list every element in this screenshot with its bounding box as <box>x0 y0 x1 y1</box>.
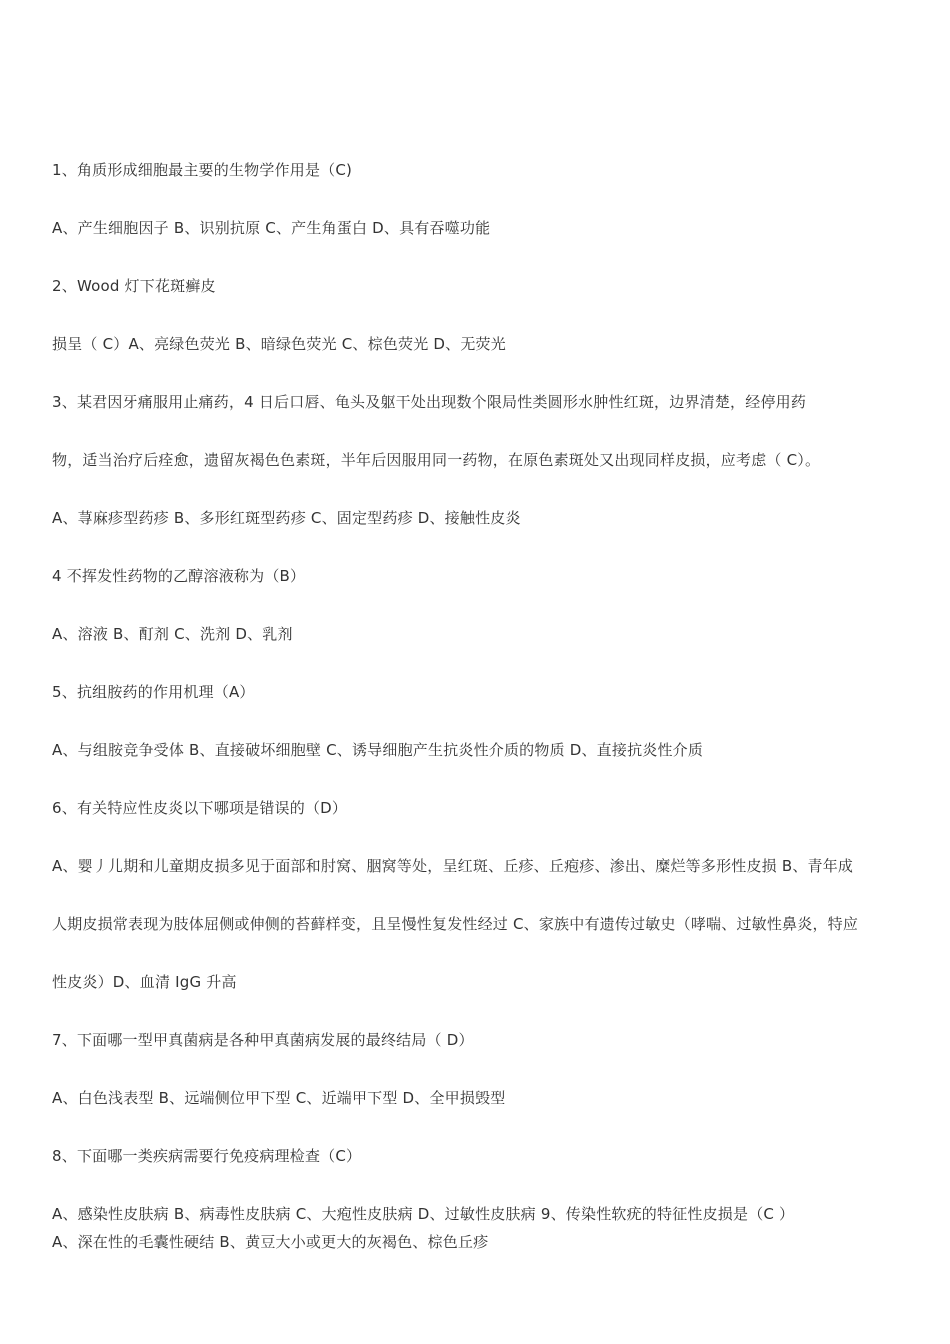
question-9-options: A、深在性的毛囊性硬结 B、黄豆大小或更大的灰褐色、棕色丘疹 <box>52 1233 489 1251</box>
question-3-line-2: 物，适当治疗后痊愈，遗留灰褐色色素斑，半年后因服用同一药物，在原色素斑处又出现同样皮损，应考虑（ C）。 <box>52 451 821 469</box>
question-8: 8、下面哪一类疾病需要行免疫病理检查（C） <box>52 1147 362 1165</box>
question-4: 4 不挥发性药物的乙醇溶液称为（B） <box>52 567 306 585</box>
question-1-options: A、产生细胞因子 B、识别抗原 C、产生角蛋白 D、具有吞噬功能 <box>52 219 491 237</box>
question-6-options-line-1: A、婴丿儿期和儿童期皮损多见于面部和肘窝、胭窝等处，呈红斑、丘疹、丘疱疹、渗出、糜烂等多形性皮损 B、青年成 <box>52 857 854 875</box>
question-6-options-line-3: 性皮炎）D、血清 IgG 升高 <box>52 973 237 991</box>
question-4-options: A、溶液 B、酊剂 C、洗剂 D、乳剂 <box>52 625 293 643</box>
question-5-options: A、与组胺竞争受体 B、直接破坏细胞壁 C、诱导细胞产生抗炎性介质的物质 D、直接抗炎性介质 <box>52 741 704 759</box>
question-5: 5、抗组胺药的作用机理（A） <box>52 683 255 701</box>
question-6: 6、有关特应性皮炎以下哪项是错误的（D） <box>52 799 348 817</box>
question-3-options: A、荨麻疹型药疹 B、多形红斑型药疹 C、固定型药疹 D、接触性皮炎 <box>52 509 521 527</box>
question-2: 2、Wood 灯下花斑癣皮 <box>52 277 216 295</box>
question-7-options: A、白色浅表型 B、远端侧位甲下型 C、近端甲下型 D、全甲损毁型 <box>52 1089 506 1107</box>
question-1: 1、角质形成细胞最主要的生物学作用是（C) <box>52 161 353 179</box>
question-7: 7、下面哪一型甲真菌病是各种甲真菌病发展的最终结局（ D） <box>52 1031 474 1049</box>
question-8-options-and-question-9: A、感染性皮肤病 B、病毒性皮肤病 C、大疱性皮肤病 D、过敏性皮肤病 9、传染性软疣的特征性皮损是（C ） <box>52 1205 795 1223</box>
question-3-line-1: 3、某君因牙痛服用止痛药，4 日后口唇、龟头及躯干处出现数个限局性类圆形水肿性红斑，边界清楚，经停用药 <box>52 393 807 411</box>
question-2-options: 损呈（ C）A、亮绿色荧光 B、暗绿色荧光 C、棕色荧光 D、无荧光 <box>52 335 506 353</box>
question-6-options-line-2: 人期皮损常表现为肢体屈侧或伸侧的苔藓样变，且呈慢性复发性经过 C、家族中有遗传过敏史（哮喘、过敏性鼻炎，特应 <box>52 915 859 933</box>
